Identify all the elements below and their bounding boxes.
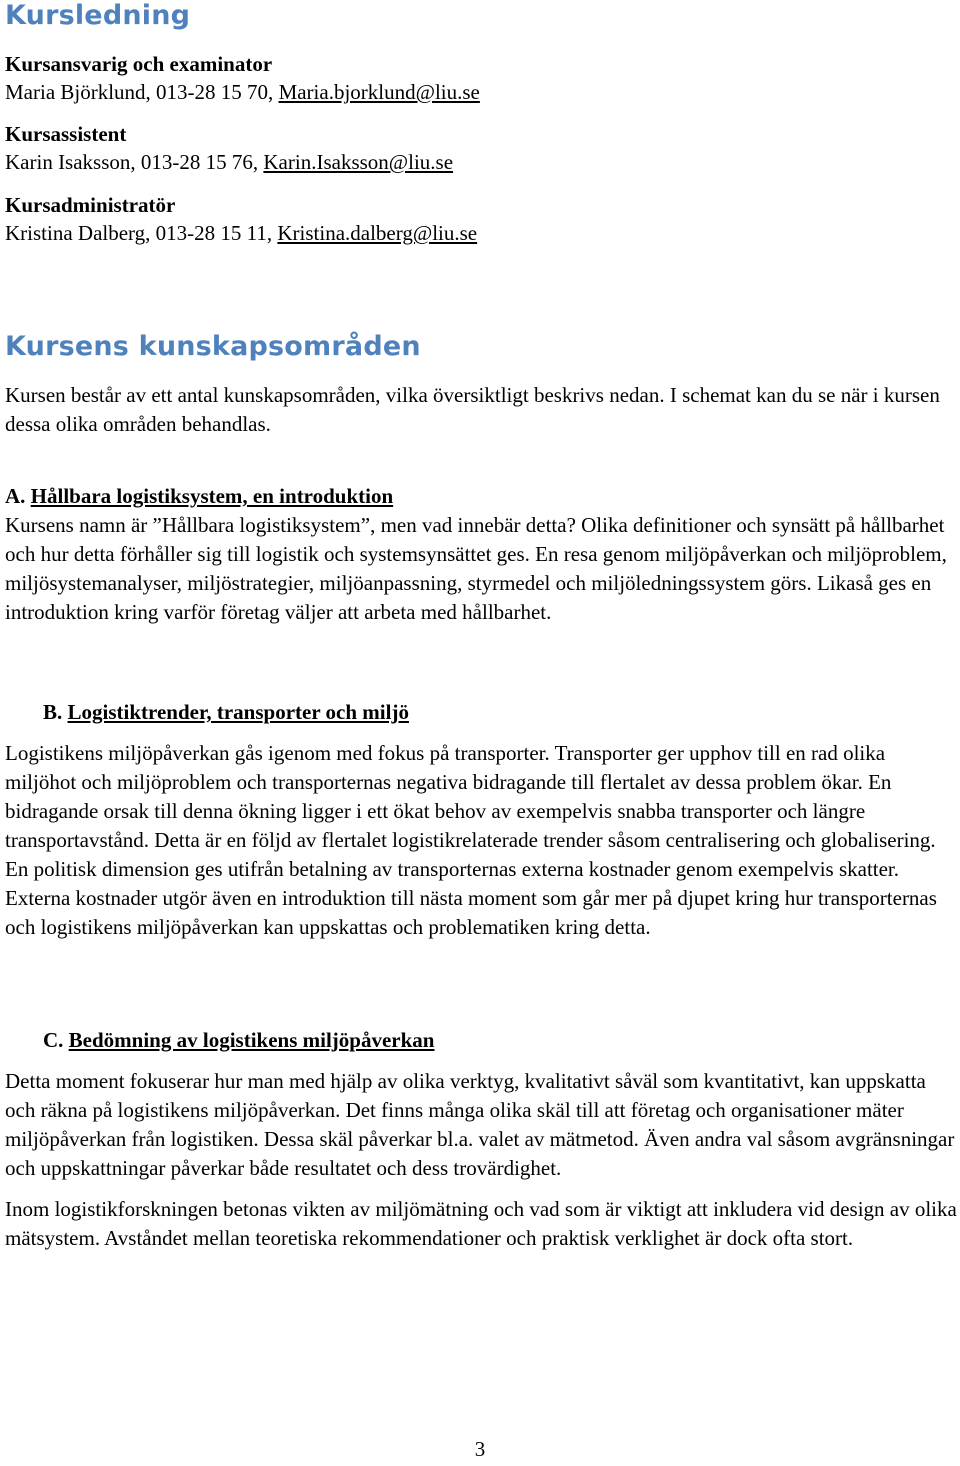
contact-role: Kursadministratör	[5, 193, 176, 217]
page-number: 3	[474, 1437, 486, 1461]
contact-block	[5, 50, 480, 106]
topic-title: Logistiktrender, transporter och miljö	[67, 700, 409, 724]
email-link[interactable]: Maria.bjorklund@liu.se	[278, 80, 480, 104]
contact-details	[5, 78, 480, 106]
topic-title: Bedömning av logistikens miljöpåverkan	[68, 1028, 435, 1052]
topic-c	[5, 1026, 960, 1253]
contact-details-text: Kristina Dalberg, 013-28 15 11,	[5, 221, 278, 245]
topic-heading	[5, 1026, 960, 1055]
topic-letter: A.	[5, 484, 26, 508]
topic-letter: B.	[43, 700, 63, 724]
topic-title: Hållbara logistiksystem, en introduktion	[30, 484, 394, 508]
contact-details-text: Karin Isaksson, 013-28 15 76,	[5, 150, 264, 174]
topic-a	[5, 482, 955, 627]
topic-b	[5, 698, 955, 942]
topic-paragraph: Kursens namn är ”Hållbara logistiksystem”, men vad innebär detta? Olika definitioner och synsätt på hållbarhet och hur detta förhåller sig till logistik och systemsynsättet ges. En resa genom miljöpåverkan och miljöproblem, miljösystemanalyser, miljöstrategier, miljöanpassning, styrmedel och miljöledningssystem görs. Likaså ges en introduktion kring varför företag väljer att arbeta med hållbarhet.	[5, 513, 947, 624]
contact-block	[5, 191, 477, 247]
contact-role: Kursansvarig och examinator	[5, 52, 273, 76]
email-link[interactable]: Karin.Isaksson@liu.se	[263, 150, 454, 174]
topic-heading	[5, 482, 955, 511]
topic-paragraph: Logistikens miljöpåverkan gås igenom med fokus på transporter. Transporter ger upphov till en rad olika miljöhot och miljöproblem och transporternas negativa bidragande till flertalet av dessa problem ökar. En bidragande orsak till denna ökning ligger i ett ökat behov av exempelvis snabba transporter och längre transportavstånd. Detta är en följd av flertalet logistikrelaterade trender såsom centralisering och globalisering. En politisk dimension ges utifrån betalning av transporternas externa kostnader genom exempelvis skatter. Externa kostnader utgör även en introduktion till nästa moment som går mer på djupet kring hur transporternas och logistikens miljöpåverkan kan uppskattas och problematiken kring detta.	[5, 741, 937, 939]
course-management-heading: Kursledning	[5, 0, 191, 31]
contact-block	[5, 120, 453, 176]
contact-details-text: Maria Björklund, 013-28 15 70,	[5, 80, 279, 104]
contact-role: Kursassistent	[5, 122, 127, 146]
topic-heading	[5, 698, 955, 727]
email-link[interactable]: Kristina.dalberg@liu.se	[277, 221, 478, 245]
topic-paragraph: Inom logistikforskningen betonas vikten av miljömätning och vad som är viktigt att inkludera vid design av olika mätsystem. Avståndet mellan teoretiska rekommendationer och praktisk verklighet är dock ofta stort.	[5, 1197, 957, 1250]
contact-details	[5, 219, 477, 247]
topic-letter: C.	[43, 1028, 64, 1052]
knowledge-areas-heading: Kursens kunskapsområden	[5, 331, 421, 362]
knowledge-areas-intro: Kursen består av ett antal kunskapsområden, vilka översiktligt beskrivs nedan. I schemat kan du se när i kursen dessa olika områden behandlas.	[5, 383, 940, 436]
topic-paragraph: Detta moment fokuserar hur man med hjälp av olika verktyg, kvalitativt såväl som kvantitativt, kan uppskatta och räkna på logistikens miljöpåverkan. Det finns många olika skäl till att företag och organisationer mäter miljöpåverkan från logistiken. Dessa skäl påverkar bl.a. valet av mätmetod. Även andra val såsom avgränsningar och uppskattningar påverkar både resultatet och dess trovärdighet.	[5, 1069, 955, 1180]
contact-details	[5, 148, 453, 176]
